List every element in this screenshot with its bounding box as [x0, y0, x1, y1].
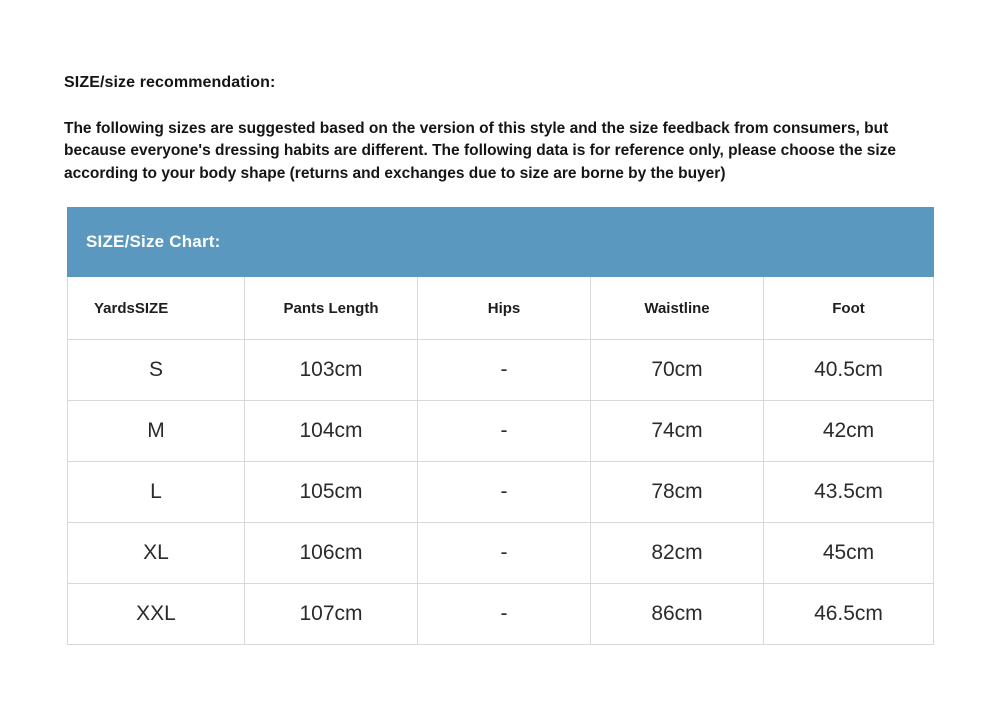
table-row: [68, 523, 934, 584]
cell-waistline: 78cm: [591, 462, 764, 523]
cell-pants-length: 106cm: [245, 523, 418, 584]
cell-waistline: 74cm: [591, 401, 764, 462]
table-row: [68, 401, 934, 462]
cell-size: M: [68, 401, 245, 462]
cell-hips: -: [418, 584, 591, 645]
column-header-foot: Foot: [764, 277, 934, 340]
cell-pants-length: 104cm: [245, 401, 418, 462]
chart-title: SIZE/Size Chart:: [68, 208, 934, 277]
cell-foot: 43.5cm: [764, 462, 934, 523]
cell-size: XL: [68, 523, 245, 584]
cell-hips: -: [418, 340, 591, 401]
cell-waistline: 82cm: [591, 523, 764, 584]
column-header-pants-length: Pants Length: [245, 277, 418, 340]
cell-hips: -: [418, 523, 591, 584]
cell-foot: 45cm: [764, 523, 934, 584]
cell-waistline: 86cm: [591, 584, 764, 645]
table-row: [68, 462, 934, 523]
table-row: [68, 340, 934, 401]
cell-hips: -: [418, 462, 591, 523]
cell-pants-length: 107cm: [245, 584, 418, 645]
page-title: SIZE/size recommendation:: [64, 74, 276, 91]
cell-foot: 40.5cm: [764, 340, 934, 401]
column-header-yardssize: YardsSIZE: [68, 277, 245, 340]
intro-paragraph: The following sizes are suggested based on the version of this style and the size feedback from consumers, but because everyone's dressing habits are different. The following data is for reference only, please choose the size according to your body shape (returns and exchanges due to size are borne by the buyer): [64, 120, 897, 182]
column-header-hips: Hips: [418, 277, 591, 340]
cell-size: XXL: [68, 584, 245, 645]
size-chart-table: [67, 207, 934, 645]
cell-size: L: [68, 462, 245, 523]
column-header-waistline: Waistline: [591, 277, 764, 340]
size-chart-table-container: [67, 207, 933, 645]
cell-size: S: [68, 340, 245, 401]
table-header-row: [68, 277, 934, 340]
table-title-row: [68, 208, 934, 277]
cell-pants-length: 105cm: [245, 462, 418, 523]
cell-foot: 46.5cm: [764, 584, 934, 645]
table-row: [68, 584, 934, 645]
cell-foot: 42cm: [764, 401, 934, 462]
cell-waistline: 70cm: [591, 340, 764, 401]
cell-pants-length: 103cm: [245, 340, 418, 401]
cell-hips: -: [418, 401, 591, 462]
